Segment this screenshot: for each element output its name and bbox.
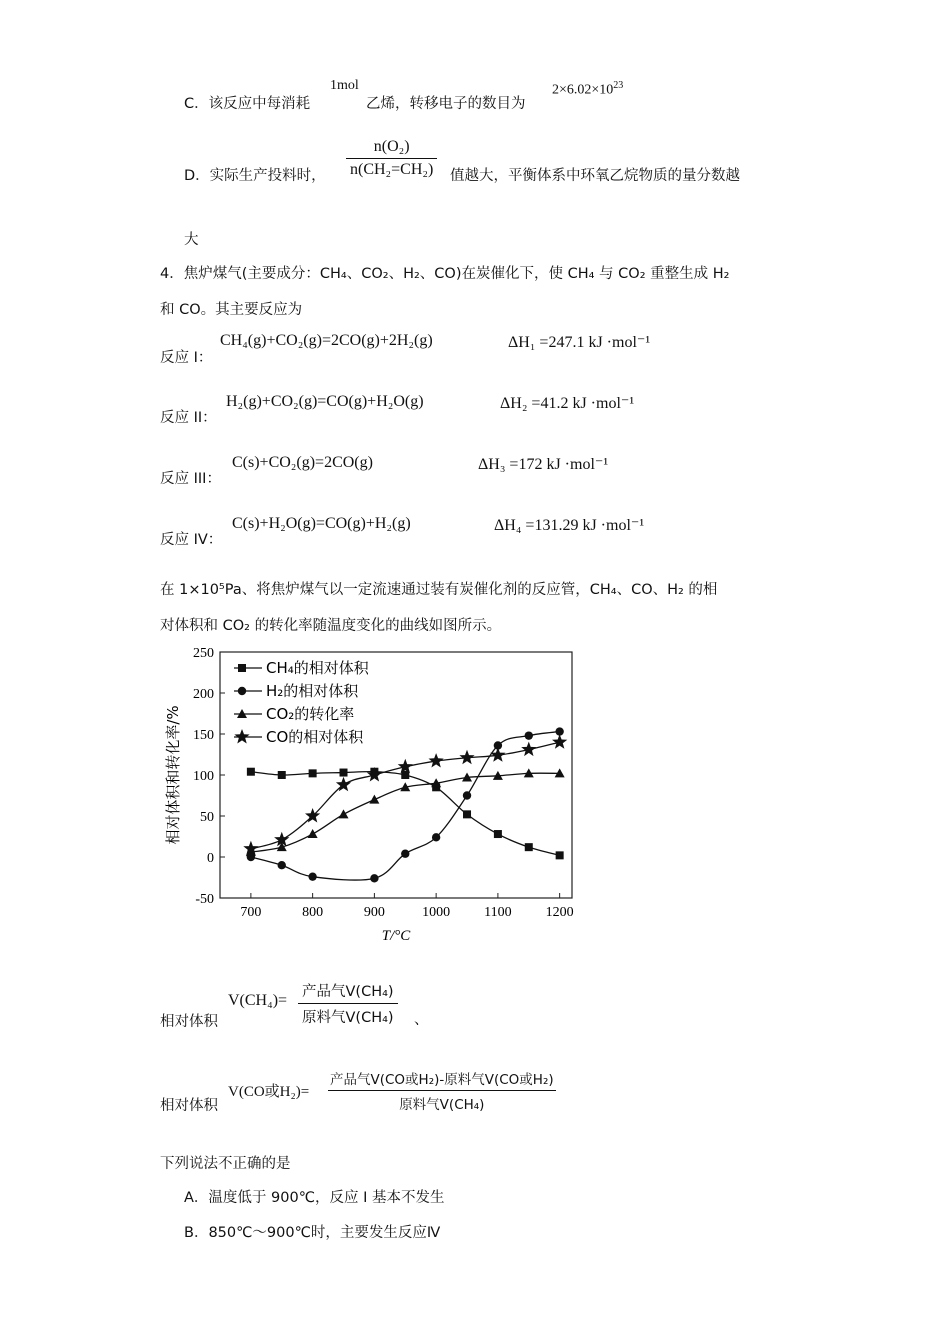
reaction-4-enthalpy: ΔH₄ =131.29 kJ ·mol⁻¹	[494, 517, 645, 534]
option-b[interactable]: B．850℃～900℃时，主要发生反应Ⅳ	[184, 1225, 441, 1241]
reaction-1-enthalpy: ΔH₁ =247.1 kJ ·mol⁻¹	[508, 334, 651, 351]
def1-denominator: 原料气V(CH₄)	[302, 1010, 394, 1026]
x-tick-label: 1100	[484, 905, 512, 920]
data-point-triangle	[308, 829, 318, 838]
def1-fraction	[298, 980, 398, 1027]
data-point-star	[490, 747, 505, 762]
reaction-3-label: 反应 III：	[160, 471, 221, 487]
x-axis-label: T/°C	[381, 928, 411, 942]
question-stem: 下列说法不正确的是	[160, 1156, 291, 1172]
legend-entry: CO的相对体积	[266, 728, 364, 746]
y-tick-label: 250	[193, 646, 214, 661]
x-tick-label: 1200	[545, 905, 574, 920]
reaction-2-enthalpy: ΔH₂ =41.2 kJ ·mol⁻¹	[500, 395, 635, 412]
y-tick-label: 100	[193, 769, 214, 784]
y-tick-label: 50	[200, 810, 214, 825]
option-c-amount: 1mol	[330, 78, 359, 93]
data-point-star	[552, 734, 567, 749]
legend-marker	[238, 664, 246, 672]
data-point-circle	[401, 850, 409, 858]
x-tick-label: 1000	[422, 905, 451, 920]
data-point-circle	[525, 731, 533, 739]
data-point-star	[459, 750, 474, 765]
legend-entry: H₂的相对体积	[266, 682, 359, 700]
option-c-label: C．该反应中每消耗	[184, 96, 311, 112]
option-a[interactable]: A．温度低于 900℃，反应 I 基本不发生	[184, 1190, 445, 1206]
def1-numerator: 产品气V(CH₄)	[298, 980, 398, 1004]
def2-fraction	[328, 1068, 556, 1113]
legend-marker	[238, 687, 246, 695]
def1-label: 相对体积	[160, 1014, 218, 1030]
reaction-4-equation: C(s)+H₂O(g)=CO(g)+H₂(g)	[232, 515, 411, 532]
option-c-mid: 乙烯，转移电子的数目为	[366, 96, 526, 112]
data-point-square	[556, 851, 564, 859]
data-point-star	[367, 767, 382, 782]
data-point-square	[340, 769, 348, 777]
reaction-2-label: 反应 II：	[160, 410, 217, 426]
def1-lhs: V(CH₄)=	[228, 992, 288, 1009]
reaction-1-equation: CH₄(g)+CO₂(g)=2CO(g)+2H₂(g)	[220, 332, 433, 349]
data-point-star	[521, 742, 536, 757]
option-d-fraction	[346, 138, 437, 179]
data-point-square	[401, 771, 409, 779]
q4-line2: 和 CO。其主要反应为	[160, 302, 303, 318]
option-d-wrap: 大	[184, 232, 199, 248]
data-point-square	[309, 769, 317, 777]
def2-numerator: 产品气V(CO或H₂)-原料气V(CO或H₂)	[328, 1068, 556, 1091]
data-point-circle	[308, 872, 316, 880]
data-point-circle	[370, 874, 378, 882]
reaction-3-enthalpy: ΔH₃ =172 kJ ·mol⁻¹	[478, 456, 609, 473]
y-tick-label: 0	[207, 851, 214, 866]
x-tick-label: 800	[302, 905, 324, 920]
context-line2: 对体积和 CO₂ 的转化率随温度变化的曲线如图所示。	[160, 618, 502, 634]
data-point-square	[494, 830, 502, 838]
data-point-circle	[278, 861, 286, 869]
series-line	[251, 742, 560, 849]
def2-lhs: V(CO或H₂)=	[228, 1084, 310, 1100]
y-axis-label: 相对体积和转化率/%	[164, 705, 182, 845]
data-point-square	[278, 771, 286, 779]
data-point-square	[247, 768, 255, 776]
legend-entry: CO₂的转化率	[266, 705, 355, 723]
legend-entry: CH₄的相对体积	[266, 659, 369, 677]
reaction-4-label: 反应 IV：	[160, 532, 223, 548]
data-point-circle	[432, 833, 440, 841]
q4-line1: 4．焦炉煤气(主要成分：CH₄、CO₂、H₂、CO)在炭催化下，使 CH₄ 与 CO₂ 重整生成 H₂	[160, 266, 730, 282]
option-d-tail: 值越大，平衡体系中环氧乙烷物质的量分数越	[450, 168, 740, 184]
y-tick-label: -50	[195, 892, 214, 907]
data-point-circle	[463, 791, 471, 799]
legend-marker	[234, 729, 249, 744]
line-chart	[160, 642, 590, 942]
data-point-triangle	[369, 795, 379, 804]
data-point-triangle	[339, 809, 349, 818]
y-tick-label: 150	[193, 728, 214, 743]
option-d-label: D．实际生产投料时，	[184, 168, 326, 184]
def2-denominator: 原料气V(CH₄)	[399, 1097, 485, 1113]
y-tick-label: 200	[193, 687, 214, 702]
reaction-2-equation: H₂(g)+CO₂(g)=CO(g)+H₂O(g)	[226, 393, 424, 410]
context-line1: 在 1×10⁵Pa、将焦炉煤气以一定流速通过装有炭催化剂的反应管，CH₄、CO、H₂ 的相	[160, 582, 718, 598]
fraction-numerator: n(O₂)	[346, 138, 437, 159]
reaction-1-label: 反应 I：	[160, 350, 213, 366]
fraction-denominator: n(CH₂=CH₂)	[350, 161, 434, 178]
def2-label: 相对体积	[160, 1098, 218, 1114]
data-point-star	[429, 753, 444, 767]
def1-tail: 、	[414, 1012, 429, 1028]
data-point-square	[525, 843, 533, 851]
data-point-square	[463, 810, 471, 818]
x-tick-label: 700	[240, 905, 262, 920]
x-tick-label: 900	[363, 905, 385, 920]
reaction-3-equation: C(s)+CO₂(g)=2CO(g)	[232, 454, 373, 471]
option-c-value: $2\times 6.02\times 10^{23}$	[552, 80, 624, 98]
